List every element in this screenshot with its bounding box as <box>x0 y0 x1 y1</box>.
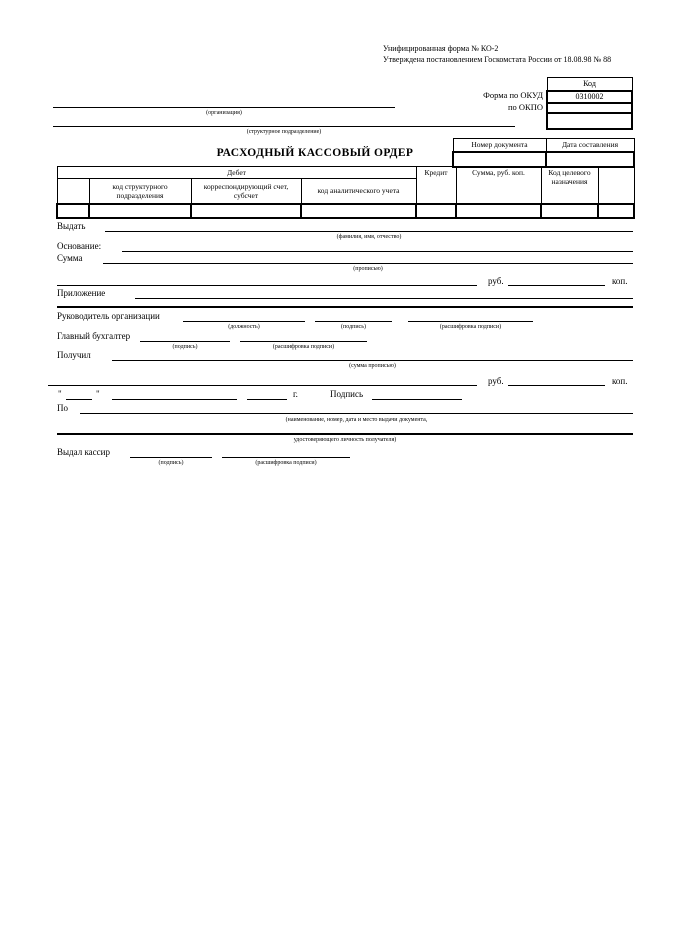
full-name-caption: (фамилия, имя, отчество) <box>336 234 402 240</box>
issue-to-field-line[interactable] <box>105 231 633 232</box>
table-entry-cell[interactable] <box>89 204 191 218</box>
identity-document-field-line[interactable] <box>80 413 633 414</box>
signature-caption: (подпись) <box>158 460 184 466</box>
target-code-header: Код целевого назначения <box>541 167 598 204</box>
struct-code-header: код структурного подразделения <box>89 179 191 204</box>
head-signature-field-line[interactable] <box>315 321 392 322</box>
signature-name-caption: (расшифровка подписи) <box>255 460 317 466</box>
head-signature-name-field-line[interactable] <box>408 321 533 322</box>
debit-header: Дебет <box>57 167 416 179</box>
recipient-signature-field-line[interactable] <box>372 399 462 400</box>
date-month-field-line[interactable] <box>112 399 237 400</box>
form-code-header: Унифицированная форма № КО-2 <box>383 44 499 53</box>
identity-document-field-line-2[interactable] <box>57 433 633 435</box>
okud-label: Форма по ОКУД <box>483 90 543 100</box>
form-title: РАСХОДНЫЙ КАССОВЫЙ ОРДЕР <box>216 147 414 159</box>
accountant-signature-name-field-line[interactable] <box>240 341 367 342</box>
cashier-signature-name-field-line[interactable] <box>222 457 350 458</box>
rub-label: руб. <box>488 376 504 386</box>
okpo-value-cell[interactable] <box>547 103 632 113</box>
document-date-cell[interactable] <box>546 152 634 167</box>
kop-label: коп. <box>612 276 628 286</box>
rub-label: руб. <box>488 276 504 286</box>
kopeck-field-line-2[interactable] <box>508 385 605 386</box>
position-caption: (должность) <box>228 324 260 330</box>
code-box-header: Код <box>547 78 632 91</box>
table-entry-cell[interactable] <box>57 204 89 218</box>
issue-to-label: Выдать <box>57 221 86 231</box>
document-date-header: Дата составления <box>546 139 634 152</box>
kop-label: коп. <box>612 376 628 386</box>
attachment-field-line[interactable] <box>135 298 633 299</box>
signature-caption: (подпись) <box>172 344 198 350</box>
year-suffix-label: г. <box>293 389 298 399</box>
okud-value-cell[interactable]: 0310002 <box>547 91 632 103</box>
received-label: Получил <box>57 350 91 360</box>
identity-document-caption-2: удостоверяющего личность получателя) <box>293 437 397 443</box>
signature-word-label: Подпись <box>330 389 364 399</box>
by-document-label: По <box>57 403 68 413</box>
head-of-organization-label: Руководитель организации <box>57 311 160 321</box>
amount-field-line[interactable] <box>103 263 633 264</box>
amount-continuation-line[interactable] <box>57 285 477 286</box>
extra-column-header <box>598 167 634 204</box>
open-quote: " <box>58 389 62 399</box>
blank-subheader-cell <box>57 179 89 204</box>
date-year-field-line[interactable] <box>247 399 287 400</box>
table-entry-cell[interactable] <box>416 204 456 218</box>
cashier-signature-field-line[interactable] <box>130 457 212 458</box>
table-entry-cell[interactable] <box>541 204 598 218</box>
accountant-signature-field-line[interactable] <box>140 341 230 342</box>
table-entry-cell[interactable] <box>456 204 541 218</box>
sum-header: Сумма, руб. коп. <box>456 167 541 204</box>
document-number-header: Номер документа <box>453 139 546 152</box>
form-approval-header: Утверждена постановлением Госкомстата России от 18.08.98 № 88 <box>383 55 612 64</box>
basis-label: Основание: <box>57 241 102 251</box>
corr-account-header: корреспондирующий счет, субсчет <box>191 179 301 204</box>
chief-accountant-label: Главный бухгалтер <box>57 331 131 341</box>
issued-by-cashier-label: Выдал кассир <box>57 447 110 457</box>
table-entry-cell[interactable] <box>191 204 301 218</box>
attachment-label: Приложение <box>57 288 106 298</box>
date-day-field-line[interactable] <box>66 399 92 400</box>
received-field-line[interactable] <box>112 360 633 361</box>
signature-caption: (подпись) <box>341 324 366 330</box>
in-words-caption: (прописью) <box>353 266 383 272</box>
head-position-field-line[interactable] <box>183 321 305 322</box>
signature-name-caption: (расшифровка подписи) <box>439 324 502 330</box>
table-entry-cell[interactable] <box>301 204 416 218</box>
amount-label: Сумма <box>57 253 83 263</box>
section-separator-line <box>57 306 633 308</box>
credit-header: Кредит <box>416 167 456 204</box>
basis-field-line[interactable] <box>122 251 633 252</box>
structural-unit-field-line[interactable] <box>53 126 515 127</box>
extra-code-cell[interactable] <box>547 113 632 129</box>
structural-unit-caption: (структурное подразделение) <box>246 129 322 135</box>
anal-code-header: код аналитического учета <box>301 179 416 204</box>
debit-credit-table <box>56 166 635 219</box>
table-entry-cell[interactable] <box>598 204 634 218</box>
okpo-label: по ОКПО <box>507 102 543 112</box>
close-quote: " <box>96 389 100 399</box>
kopeck-field-line[interactable] <box>508 285 605 286</box>
received-continuation-line[interactable] <box>48 385 477 386</box>
organization-field-line[interactable] <box>53 107 395 108</box>
signature-name-caption: (расшифровка подписи) <box>272 344 335 350</box>
organization-caption: (организация) <box>206 110 242 116</box>
amount-in-words-caption: (сумма прописью) <box>349 363 396 369</box>
code-box <box>546 77 633 130</box>
identity-document-caption-1: (наименование, номер, дата и место выдачи документа, <box>285 417 428 423</box>
